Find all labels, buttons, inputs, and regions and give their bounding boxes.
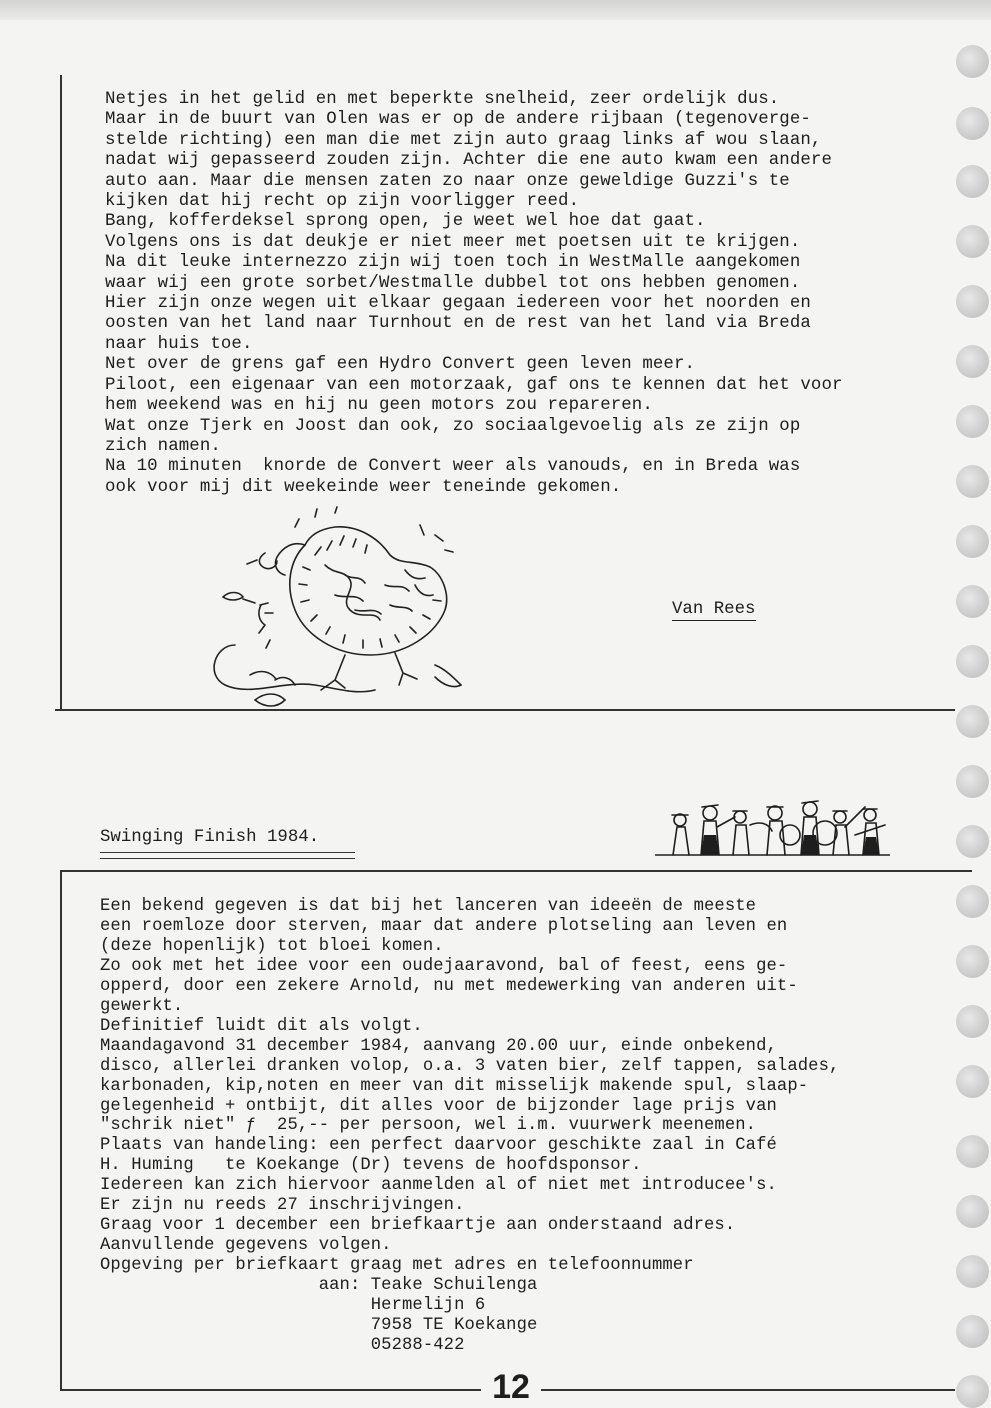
text-line: Plaats van handeling: een perfect daarvoor geschikte zaal in Café bbox=[100, 1136, 777, 1156]
binder-hole bbox=[956, 165, 989, 198]
binder-hole bbox=[956, 1315, 989, 1348]
text-line: Er zijn nu reeds 27 inschrijvingen. bbox=[100, 1196, 465, 1216]
binder-hole bbox=[956, 1255, 989, 1288]
text-line: nadat wij gepasseerd zouden zijn. Achter die ene auto kwam een andere bbox=[105, 151, 832, 171]
binder-hole bbox=[956, 825, 989, 858]
text-line: aan: Teake Schuilenga bbox=[100, 1276, 538, 1296]
binder-hole bbox=[956, 1065, 989, 1098]
binder-hole bbox=[956, 585, 989, 618]
binder-hole bbox=[956, 1135, 989, 1168]
binder-hole bbox=[956, 405, 989, 438]
binder-hole bbox=[956, 765, 989, 798]
text-line: 05288-422 bbox=[100, 1335, 465, 1355]
text-line: Bang, kofferdeksel sprong open, je weet wel hoe dat gaat. bbox=[105, 212, 706, 232]
page-number: 12 bbox=[481, 1368, 541, 1406]
text-line: Piloot, een eigenaar van een motorzaak, gaf ons te kennen dat het voor bbox=[105, 375, 843, 395]
page-top-shade bbox=[0, 0, 991, 20]
text-line: 7958 TE Koekange bbox=[100, 1316, 538, 1336]
binder-hole bbox=[956, 705, 989, 738]
text-line: Graag voor 1 december een briefkaartje aan onderstaand adres. bbox=[100, 1216, 736, 1236]
text-line: gelegenheid + ontbijt, dit alles voor de bijzonder lage prijs van bbox=[100, 1096, 777, 1116]
text-line: zich namen. bbox=[105, 436, 221, 456]
text-line: Maar in de buurt van Olen was er op de andere rijbaan (tegenoverge- bbox=[105, 110, 811, 130]
text-line: Volgens ons is dat deukje er niet meer met poetsen uit te krijgen. bbox=[105, 232, 801, 252]
text-line: hem weekend was en hij nu geen motors zou repareren. bbox=[105, 396, 653, 416]
text-line: H. Huming te Koekange (Dr) tevens de hoofdsponsor. bbox=[100, 1156, 642, 1176]
binder-hole bbox=[956, 525, 989, 558]
binder-hole bbox=[956, 107, 989, 140]
text-line: kijken dat hij recht op zijn voorligger reed. bbox=[105, 192, 580, 212]
text-line: Hier zijn onze wegen uit elkaar gegaan iedereen voor het noorden en bbox=[105, 294, 811, 314]
text-line: ook voor mij dit weekeinde weer teneinde gekomen. bbox=[105, 477, 622, 497]
text-line: stelde richting) een man die met zijn auto graag links af wou slaan, bbox=[105, 130, 822, 150]
text-line: waar wij een grote sorbet/Westmalle dubbel tot ons hebben genomen. bbox=[105, 273, 801, 293]
text-line: disco, allerlei dranken volop, o.a. 3 vaten bier, zelf tappen, salades, bbox=[100, 1056, 840, 1076]
frame-left-line-top bbox=[60, 75, 62, 710]
text-line: karbonaden, kip,noten en meer van dit misselijk makende spul, slaap- bbox=[100, 1076, 809, 1096]
text-line: Na 10 minuten knorde de Convert weer als vanouds, en in Breda was bbox=[105, 457, 801, 477]
text-line: Opgeving per briefkaart graag met adres en telefoonnummer bbox=[100, 1256, 694, 1276]
binder-hole bbox=[956, 345, 989, 378]
text-line: oosten van het land naar Turnhout en de rest van het land via Breda bbox=[105, 314, 811, 334]
text-line: Iedereen kan zich hiervoor aanmelden al of niet met introducee's. bbox=[100, 1176, 777, 1196]
frame-left-line-bottom bbox=[60, 870, 62, 1390]
text-line: Wat onze Tjerk en Joost dan ook, zo sociaalgevoelig als ze zijn op bbox=[105, 416, 801, 436]
text-line: Definitief luidt dit als volgt. bbox=[100, 1016, 423, 1036]
section-title: Swinging Finish 1984. bbox=[100, 828, 320, 847]
text-line: Zo ook met het idee voor een oudejaaravond, bal of feest, eens ge- bbox=[100, 956, 788, 976]
turkey-illustration bbox=[195, 505, 480, 720]
text-line: Hermelijn 6 bbox=[100, 1296, 486, 1316]
text-line: een roemloze door sterven, maar dat andere plotseling aan leven en bbox=[100, 916, 788, 936]
binder-hole bbox=[956, 645, 989, 678]
article-2-text bbox=[100, 897, 839, 1356]
text-line: opperd, door een zekere Arnold, nu met medewerking van anderen uit- bbox=[100, 976, 798, 996]
text-line: Netjes in het gelid en met beperkte snelheid, zeer ordelijk dus. bbox=[105, 90, 780, 109]
text-line: Net over de grens gaf een Hydro Convert geen leven meer. bbox=[105, 355, 696, 375]
frame-top-line-bottom bbox=[60, 870, 972, 872]
binder-hole bbox=[956, 885, 989, 918]
binder-hole bbox=[956, 1195, 989, 1228]
binder-hole bbox=[956, 465, 989, 498]
article-1-text bbox=[105, 90, 843, 498]
text-line: Een bekend gegeven is dat bij het lanceren van ideeën de meeste bbox=[100, 897, 757, 916]
binder-hole bbox=[956, 225, 989, 258]
binder-hole bbox=[956, 1375, 989, 1408]
text-line: gewerkt. bbox=[100, 996, 184, 1016]
text-line: Maandagavond 31 december 1984, aanvang 20.00 uur, einde onbekend, bbox=[100, 1036, 777, 1056]
binder-hole bbox=[956, 945, 989, 978]
text-line: Na dit leuke internezzo zijn wij toen toch in WestMalle aangekomen bbox=[105, 253, 801, 273]
text-line: (deze hopenlijk) tot bloei komen. bbox=[100, 936, 444, 956]
text-line: Aanvullende gegevens volgen. bbox=[100, 1236, 392, 1256]
binder-hole bbox=[956, 45, 989, 78]
signature: Van Rees bbox=[672, 600, 756, 619]
band-illustration bbox=[655, 795, 890, 860]
binder-hole bbox=[956, 285, 989, 318]
text-line: auto aan. Maar die mensen zaten zo naar onze geweldige Guzzi's te bbox=[105, 171, 790, 191]
binder-holes bbox=[956, 0, 991, 1406]
text-line: "schrik niet" ƒ 25,-- per persoon, wel i.m. vuurwerk meenemen. bbox=[100, 1116, 757, 1136]
text-line: naar huis toe. bbox=[105, 334, 253, 354]
binder-hole bbox=[956, 1005, 989, 1038]
title-double-underline bbox=[100, 852, 355, 859]
frame-separator-line bbox=[55, 709, 955, 711]
